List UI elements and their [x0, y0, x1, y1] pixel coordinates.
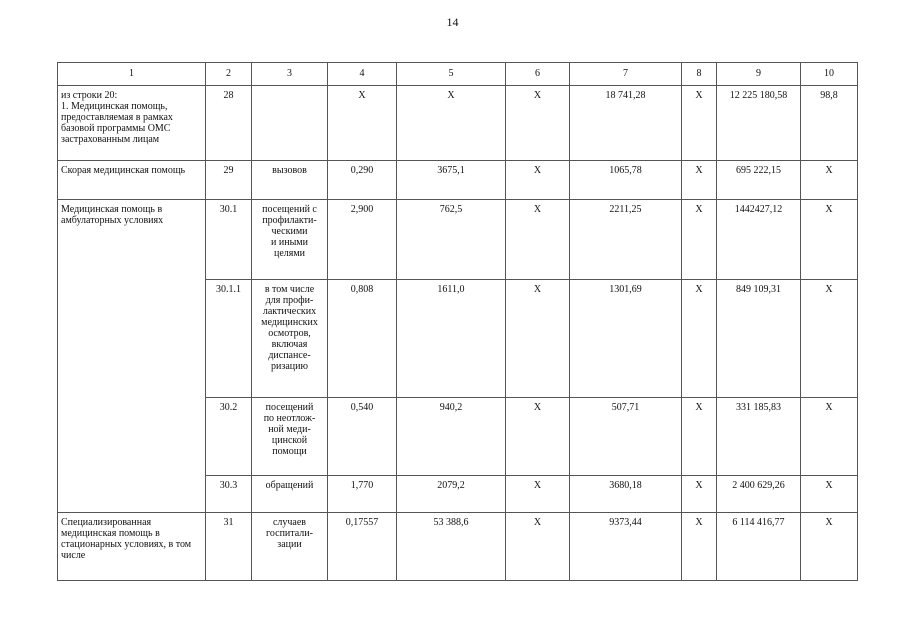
header-cell: 1 — [58, 63, 206, 86]
unit-cell: посещений с профилакти- ческими и иными целями — [252, 200, 328, 280]
value-cell: X — [682, 476, 717, 513]
value-cell: 0,540 — [328, 398, 397, 476]
line-number-cell: 30.1 — [206, 200, 252, 280]
value-cell: 849 109,31 — [717, 280, 801, 398]
value-cell: 2211,25 — [570, 200, 682, 280]
row-name-cell: из строки 20: 1. Медицинская помощь, предоставляемая в рамках базовой программы ОМС застрахованным лицам — [58, 86, 206, 161]
line-number-cell: 30.3 — [206, 476, 252, 513]
header-cell: 6 — [506, 63, 570, 86]
page-number: 14 — [446, 15, 459, 29]
line-number-cell: 31 — [206, 513, 252, 581]
value-cell: 9373,44 — [570, 513, 682, 581]
value-cell: 507,71 — [570, 398, 682, 476]
value-cell: X — [682, 280, 717, 398]
unit-cell: случаев госпитали- зации — [252, 513, 328, 581]
value-cell: 0,808 — [328, 280, 397, 398]
value-cell: 1301,69 — [570, 280, 682, 398]
value-cell: 1611,0 — [397, 280, 506, 398]
value-cell: X — [682, 161, 717, 200]
row-name-cell: Медицинская помощь в амбулаторных условиях — [58, 200, 206, 513]
line-number-cell: 29 — [206, 161, 252, 200]
row-name-cell: Специализированная медицинская помощь в стационарных условиях, в том числе — [58, 513, 206, 581]
value-cell: X — [682, 513, 717, 581]
value-cell: 3680,18 — [570, 476, 682, 513]
value-cell: X — [801, 513, 858, 581]
line-number-cell: 28 — [206, 86, 252, 161]
value-cell: 53 388,6 — [397, 513, 506, 581]
value-cell: X — [801, 398, 858, 476]
value-cell: X — [682, 200, 717, 280]
header-cell: 8 — [682, 63, 717, 86]
value-cell: X — [506, 200, 570, 280]
unit-cell: обращений — [252, 476, 328, 513]
value-cell: X — [801, 200, 858, 280]
value-cell: X — [328, 86, 397, 161]
value-cell: 2079,2 — [397, 476, 506, 513]
value-cell: X — [506, 86, 570, 161]
line-number-cell: 30.2 — [206, 398, 252, 476]
value-cell: 331 185,83 — [717, 398, 801, 476]
header-row — [58, 63, 858, 86]
header-cell: 2 — [206, 63, 252, 86]
value-cell: X — [397, 86, 506, 161]
row-name-cell: Скорая медицинская помощь — [58, 161, 206, 200]
table-row — [58, 513, 858, 581]
value-cell: 3675,1 — [397, 161, 506, 200]
value-cell: 0,290 — [328, 161, 397, 200]
header-cell: 3 — [252, 63, 328, 86]
value-cell: 1065,78 — [570, 161, 682, 200]
value-cell: X — [801, 280, 858, 398]
header-cell: 10 — [801, 63, 858, 86]
table-row — [58, 200, 858, 280]
unit-cell: вызовов — [252, 161, 328, 200]
data-table — [57, 62, 858, 581]
table-row — [58, 161, 858, 200]
value-cell: X — [506, 280, 570, 398]
line-number-cell: 30.1.1 — [206, 280, 252, 398]
value-cell: 1442427,12 — [717, 200, 801, 280]
unit-cell — [252, 86, 328, 161]
value-cell: 1,770 — [328, 476, 397, 513]
value-cell: 18 741,28 — [570, 86, 682, 161]
value-cell: 98,8 — [801, 86, 858, 161]
value-cell: X — [801, 161, 858, 200]
value-cell: 695 222,15 — [717, 161, 801, 200]
header-cell: 9 — [717, 63, 801, 86]
value-cell: X — [682, 86, 717, 161]
value-cell: 2 400 629,26 — [717, 476, 801, 513]
value-cell: 940,2 — [397, 398, 506, 476]
value-cell: X — [682, 398, 717, 476]
value-cell: 12 225 180,58 — [717, 86, 801, 161]
header-cell: 7 — [570, 63, 682, 86]
value-cell: X — [506, 513, 570, 581]
value-cell: 762,5 — [397, 200, 506, 280]
header-cell: 5 — [397, 63, 506, 86]
value-cell: X — [506, 398, 570, 476]
value-cell: X — [506, 161, 570, 200]
value-cell: X — [506, 476, 570, 513]
value-cell: X — [801, 476, 858, 513]
unit-cell: посещений по неотлож- ной меди- цинской помощи — [252, 398, 328, 476]
value-cell: 2,900 — [328, 200, 397, 280]
header-cell: 4 — [328, 63, 397, 86]
table-row — [58, 86, 858, 161]
value-cell: 6 114 416,77 — [717, 513, 801, 581]
unit-cell: в том числе для профи- лактических медицинских осмотров, включая диспансе- ризацию — [252, 280, 328, 398]
value-cell: 0,17557 — [328, 513, 397, 581]
